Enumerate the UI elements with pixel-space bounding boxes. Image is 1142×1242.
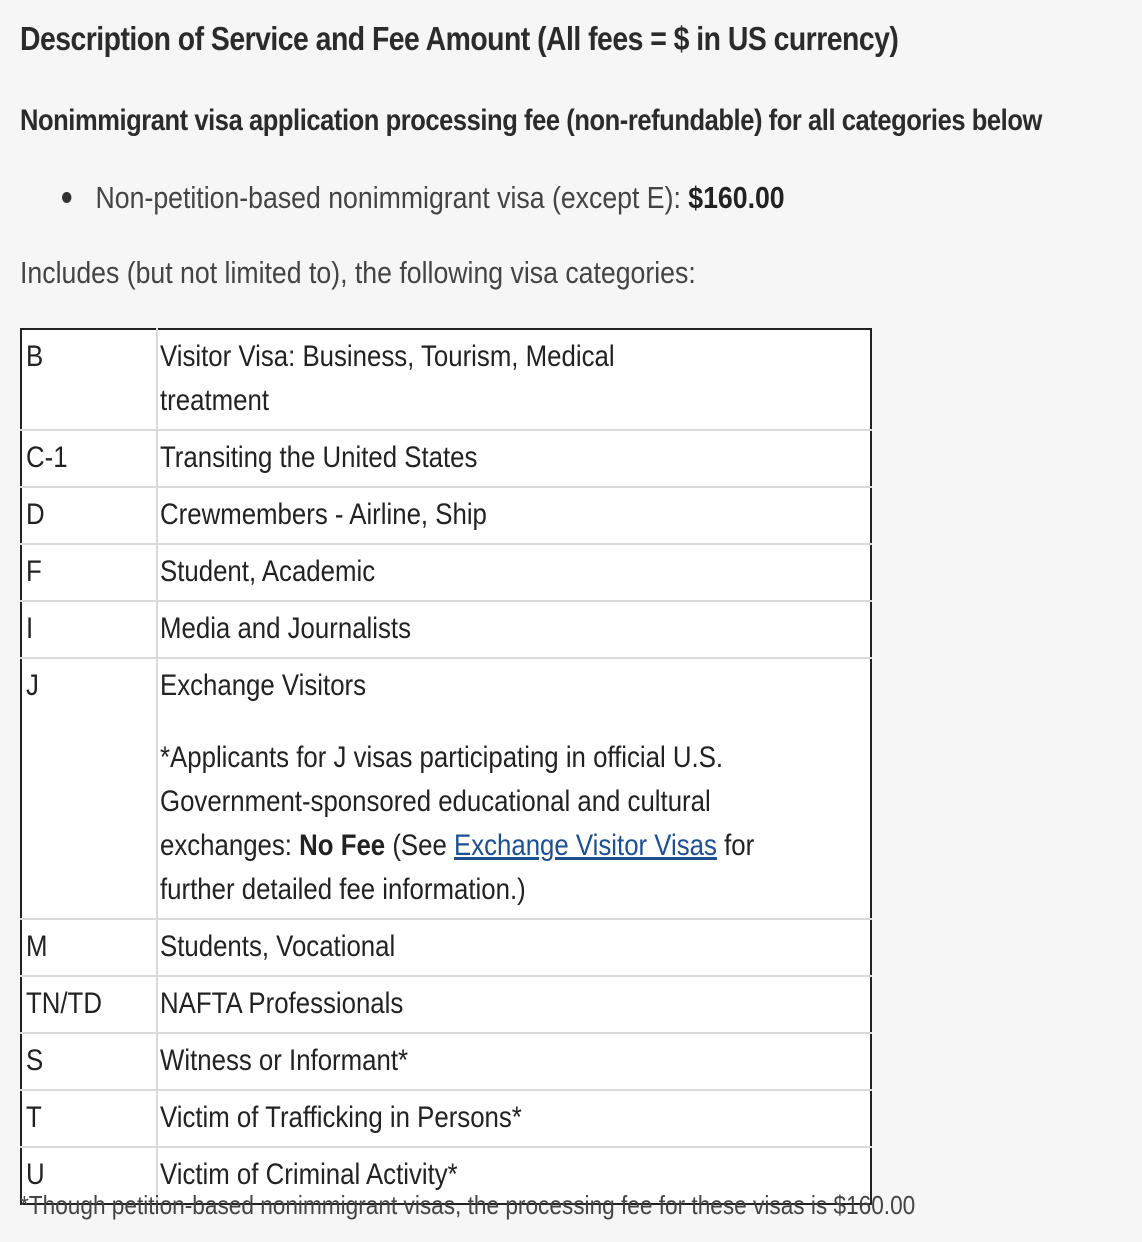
visa-code-cell [21,658,157,919]
visa-description-cell [157,430,871,487]
visa-description-cell [157,487,871,544]
table-row [21,487,871,544]
bullet-dot-icon [62,192,71,203]
visa-description-cell [157,1090,871,1147]
visa-code: S [26,1044,44,1077]
visa-description: Students, Vocational [160,930,396,963]
table-row [21,544,871,601]
section-subheading: Nonimmigrant visa application processing fee (non-refundable) for all categories below [20,104,1042,137]
visa-code-cell [21,329,157,430]
visa-code: T [26,1101,42,1134]
table-row [21,601,871,658]
exchange-visitor-visas-link[interactable]: Exchange Visitor Visas [453,829,717,862]
visa-description: Transiting the United States [160,441,478,474]
no-fee-label: No Fee [299,829,386,862]
includes-text: Includes (but not limited to), the following visa categories: [20,255,696,290]
visa-description: Media and Journalists [160,612,411,645]
visa-code-cell [21,601,157,658]
visa-code-cell [21,1090,157,1147]
visa-description: Exchange Visitors [160,669,367,702]
table-row [21,1090,871,1147]
j-note-prefix: *Applicants for J visas participating in official U.S. Government-sponsored educational and cultural exchanges: [160,741,724,862]
visa-description-cell [157,601,871,658]
visa-code-cell [21,976,157,1033]
visa-code: D [26,498,45,531]
table-row [21,1033,871,1090]
visa-description: Crewmembers - Airline, Ship [160,498,487,531]
visa-description-cell [157,976,871,1033]
j-note-suffix: for further detailed fee information.) [160,829,755,906]
visa-code-cell [21,544,157,601]
visa-code: B [26,340,44,373]
visa-code: U [26,1158,45,1191]
visa-description: NAFTA Professionals [160,987,404,1020]
visa-description: Visitor Visa: Business, Tourism, Medical treatment [160,340,615,417]
visa-description: Witness or Informant* [160,1044,409,1077]
visa-description: Student, Academic [160,555,376,588]
footnote: *Though petition-based nonimmigrant visas, the processing fee for these visas is $160.00 [20,1190,916,1220]
table-row [21,976,871,1033]
visa-description: Victim of Criminal Activity* [160,1158,458,1191]
table-row [21,329,871,430]
fee-bullet-item [62,180,785,216]
visa-description-cell [157,544,871,601]
visa-categories-table [20,328,872,1205]
j-visa-fee-note [160,736,762,912]
visa-description-cell [157,919,871,976]
j-note-middle: (See [385,829,454,862]
table-row [21,658,871,919]
visa-description: Victim of Trafficking in Persons* [160,1101,522,1134]
visa-code: C-1 [26,441,68,474]
fee-bullet-text: Non-petition-based nonimmigrant visa (except E): [95,180,689,215]
table-row [21,919,871,976]
fee-amount: $160.00 [688,180,785,215]
visa-code-cell [21,430,157,487]
visa-description-cell [157,1033,871,1090]
visa-code: J [26,669,39,702]
visa-code-cell [21,487,157,544]
visa-code: F [26,555,42,588]
visa-code: M [26,930,48,963]
visa-description-cell [157,329,871,430]
page-title: Description of Service and Fee Amount (All fees = $ in US currency) [20,20,899,57]
table-row [21,430,871,487]
visa-description-cell [157,658,871,919]
visa-code: TN/TD [26,987,102,1020]
visa-code: I [26,612,34,645]
visa-code-cell [21,1033,157,1090]
visa-code-cell [21,919,157,976]
